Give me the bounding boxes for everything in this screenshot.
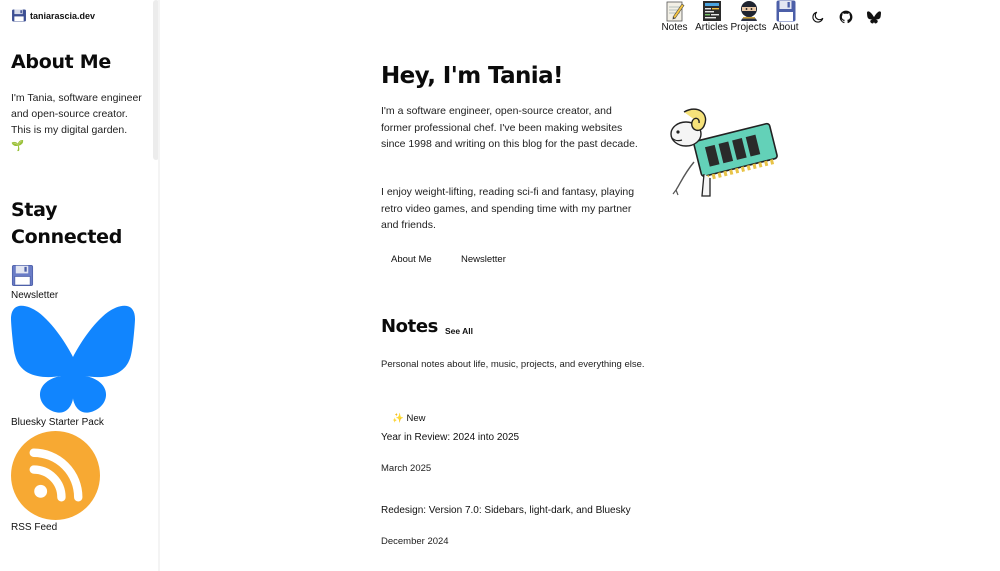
floppy-disk-icon	[11, 9, 27, 22]
connect-heading-line1: Stay	[11, 199, 58, 221]
connect-heading-line2: Connected	[11, 226, 123, 248]
bluesky-link[interactable]	[866, 9, 882, 25]
brand-link[interactable]	[11, 9, 95, 22]
sidebar	[0, 0, 152, 571]
post-title-link[interactable]: Year in Review: 2024 into 2025	[381, 432, 520, 443]
nav-item-projects[interactable]	[730, 0, 767, 34]
notes-heading: Notes	[381, 316, 438, 337]
nav-icon-group	[810, 9, 882, 25]
hero-paragraph-1: I'm a software engineer, open-source creator, and former professional chef. I've been making websites since 1998 and writing on this blog for the past decade.	[381, 105, 638, 150]
about-heading: About Me	[11, 51, 111, 73]
hero-paragraph-2: I enjoy weight-lifting, reading sci-fi and fantasy, playing retro video games, and spending time with my partner and friends.	[381, 186, 635, 231]
bluesky-icon	[867, 11, 881, 24]
new-badge: ✨ New	[392, 413, 426, 424]
floppy-disk-icon	[11, 264, 34, 287]
see-all-link[interactable]: See All	[445, 326, 474, 336]
theme-toggle-button[interactable]	[810, 9, 826, 25]
sidebar-link-label: Bluesky Starter Pack	[11, 417, 104, 428]
about-me-button[interactable]: About Me	[391, 254, 432, 265]
ninja-icon	[738, 0, 760, 22]
post-date: December 2024	[381, 536, 449, 547]
sidebar-link-label: RSS Feed	[11, 522, 58, 533]
post-date: March 2025	[381, 463, 432, 474]
sidebar-link-label: Newsletter	[11, 290, 59, 301]
sidebar-divider	[158, 0, 160, 571]
github-icon	[839, 10, 853, 24]
nav-label: Notes	[661, 22, 688, 33]
post-title-link[interactable]: Redesign: Version 7.0: Sidebars, light-dark, and Bluesky	[381, 505, 631, 516]
notepad-pencil-icon	[664, 0, 686, 22]
brand-name: taniarascia.dev	[30, 10, 96, 21]
nav-item-about[interactable]	[767, 0, 804, 34]
nav-item-notes[interactable]	[656, 0, 693, 34]
about-text: I'm Tania, software engineer and open-source creator. This is my digital garden. 🌱	[11, 92, 142, 152]
floppy-disk-icon	[775, 0, 797, 22]
nav-label: About	[772, 22, 799, 33]
top-nav	[656, 0, 804, 34]
nav-label: Projects	[730, 22, 767, 33]
github-link[interactable]	[838, 9, 854, 25]
notes-description: Personal notes about life, music, projects, and everything else.	[381, 359, 645, 370]
newsletter-button[interactable]: Newsletter	[461, 254, 506, 265]
nav-label: Articles	[695, 22, 728, 33]
rss-icon	[11, 431, 100, 520]
bluesky-butterfly-icon	[11, 305, 135, 415]
article-icon	[701, 0, 723, 22]
ram-mascot-illustration	[664, 104, 784, 202]
moon-icon	[811, 10, 825, 24]
hero-title: Hey, I'm Tania!	[381, 63, 563, 89]
nav-item-articles[interactable]	[693, 0, 730, 34]
